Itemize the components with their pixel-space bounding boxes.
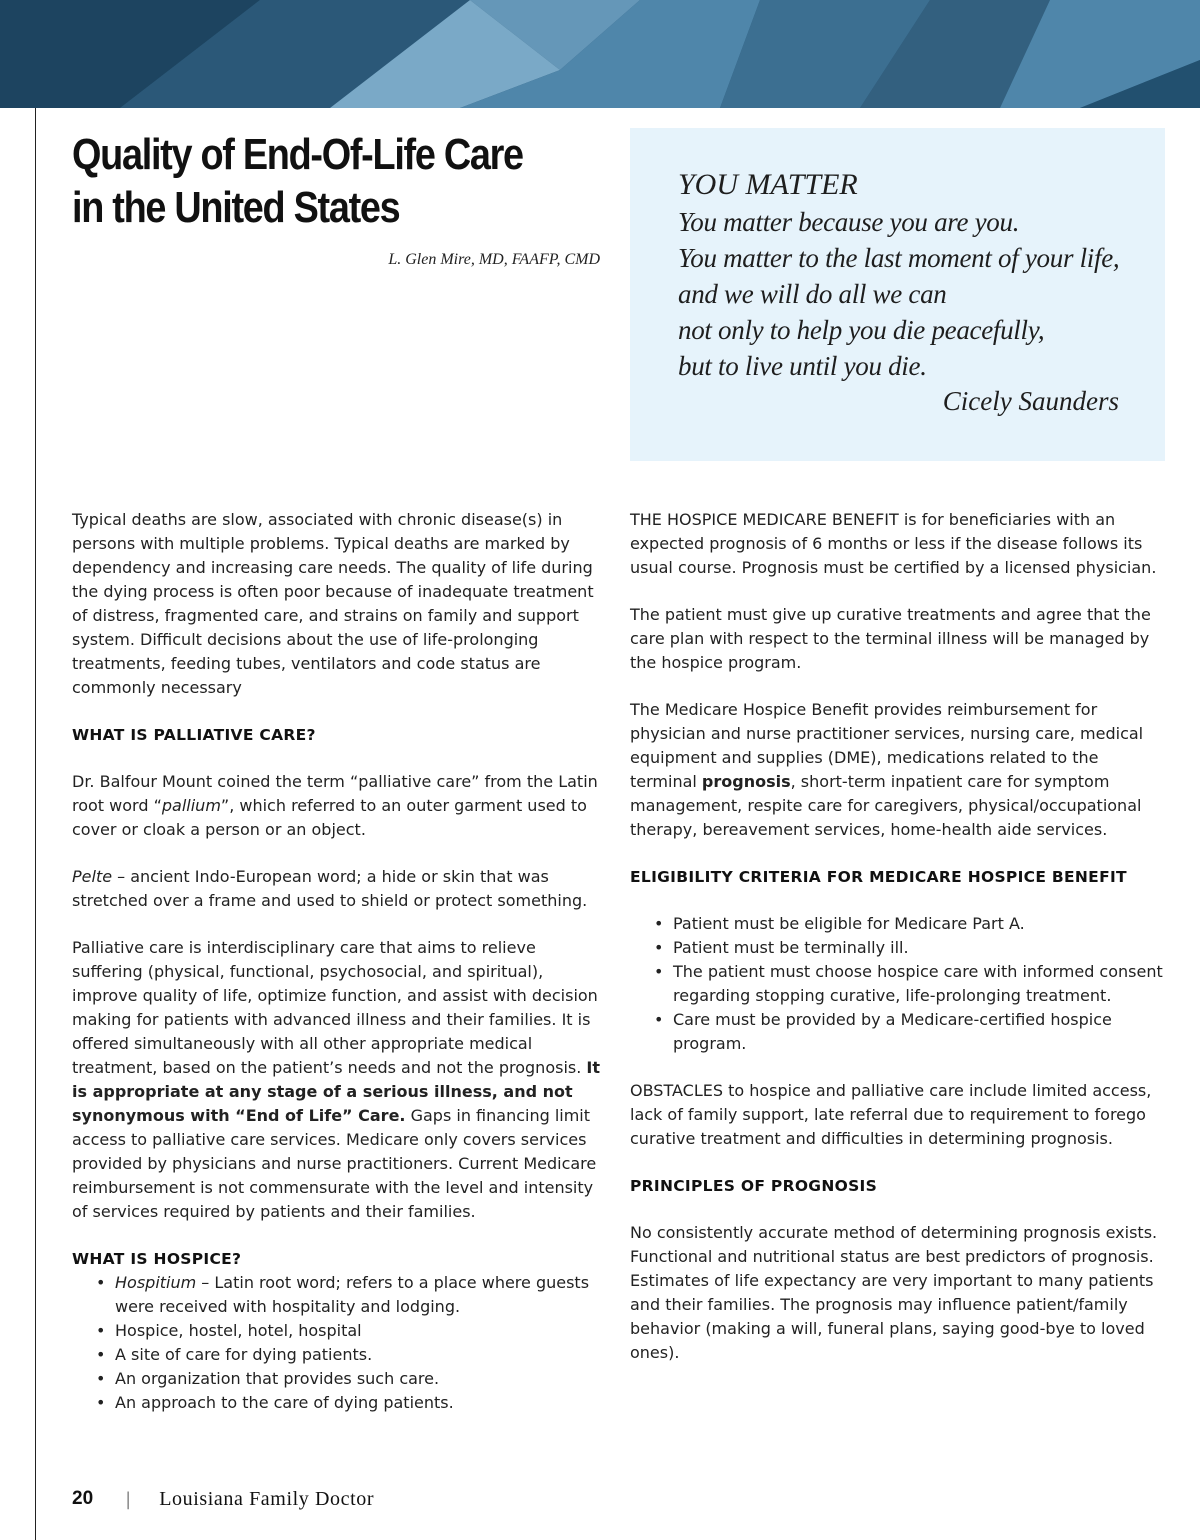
article-title [72, 128, 536, 234]
header-banner [0, 0, 1200, 108]
page-number: 20 [72, 1488, 94, 1509]
bullet-icon: • [96, 1393, 106, 1412]
curative-paragraph: The patient must give up curative treatments and agree that the care plan with respect to the terminal illness will be managed by the hospice program. [630, 605, 1151, 672]
quote-line: You matter because you are you. [678, 207, 1020, 237]
prognosis-paragraph: No consistently accurate method of determining prognosis exists. Functional and nutritional status are best predictors of prognosis. Estimates of life expectancy are very important to many patients and their families. The prognosis may influence patient/family behavior (making a will, funeral plans, saying good-bye to loved ones). [630, 1223, 1158, 1362]
page-footer [72, 1484, 374, 1514]
pelte-paragraph: Pelte – ancient Indo-European word; a hide or skin that was stretched over a frame and used to shield or protect something. [72, 867, 588, 910]
quote-heading: YOU MATTER [678, 168, 858, 201]
bullet-icon: • [96, 1345, 106, 1364]
list-item: • Hospitium – Latin root word; refers to a place where guests were received with hospitality and lodging. [96, 1273, 590, 1316]
list-item: • Care must be provided by a Medicare-certified hospice program. [654, 1010, 1112, 1053]
quote-line: and we will do all we can [678, 279, 947, 309]
intro-paragraph: Typical deaths are slow, associated with chronic disease(s) in persons with multiple problems. Typical deaths are marked by dependency and increasing care needs. The quality of life during the dying process is often poor because of inadequate treatment of distress, fragmented care, and strains on family and support system. Difficult decisions about the use of life-prolonging treatments, feeding tubes, ventilators and code status are commonly necessary [72, 510, 594, 697]
quote-line: but to live until you die. [678, 351, 927, 381]
quote-line: not only to help you die peacefully, [678, 315, 1045, 345]
pallium-word: pallium [161, 796, 221, 815]
quote-attribution: Cicely Saunders [942, 386, 1119, 416]
author-byline: L. Glen Mire, MD, FAAFP, CMD [388, 251, 600, 268]
list-item: • Hospice, hostel, hotel, hospital [115, 1319, 608, 1343]
banner-geometric-pattern [0, 0, 1200, 108]
bullet-icon: • [96, 1273, 106, 1292]
reimbursement-paragraph: The Medicare Hospice Benefit provides reimbursement for physician and nurse practitioner services, nursing care, medical equipment and supplies (DME), medications related to the terminal prognosis, short-term inpatient care for symptom management, respite care for caregivers, physical/occupational therapy, bereavement services, home-health aide services. [630, 700, 1144, 839]
left-margin-rule [35, 108, 36, 1540]
right-column [630, 508, 1166, 1388]
quote-lines [678, 204, 1158, 384]
palliative-care-heading: WHAT IS PALLIATIVE CARE? [72, 726, 316, 744]
hospice-list [72, 1271, 608, 1415]
eligibility-list [630, 912, 1166, 1056]
bullet-icon: • [96, 1321, 106, 1340]
eligibility-heading: ELIGIBILITY CRITERIA FOR MEDICARE HOSPICE BENEFIT [630, 868, 1127, 886]
bullet-icon: • [654, 1010, 664, 1029]
bullet-icon: • [654, 962, 664, 981]
prognosis-heading: PRINCIPLES OF PROGNOSIS [630, 1177, 878, 1195]
list-item: • The patient must choose hospice care with informed consent regarding stopping curative, life-prolonging treatment. [654, 962, 1163, 1005]
title-line-1: Quality of End-Of-Life Care [72, 130, 523, 179]
list-item: • Patient must be terminally ill. [673, 936, 1166, 960]
list-item: • A site of care for dying patients. [115, 1343, 608, 1367]
footer-separator: | [125, 1488, 132, 1510]
hospitium-word: Hospitium [115, 1273, 197, 1292]
bullet-icon: • [654, 938, 664, 957]
list-item: • An approach to the care of dying patients. [115, 1391, 608, 1415]
quote-box [630, 128, 1165, 461]
palliative-paragraph: Palliative care is interdisciplinary care that aims to relieve suffering (physical, functional, psychosocial, and spiritual), improve quality of life, optimize function, and assist with decision making for patients with advanced illness and their families. It is offered simultaneously with all other appropriate medical treatment, based on the patient’s needs and not the prognosis. It is appropriate at any stage of a serious illness, and not synonymous with “End of Life” Care. Gaps in financing limit access to palliative care services. Medicare only covers services provided by physicians and nurse practitioners. Current Medicare reimbursement is not commensurate with the level and intensity of services required by patients and their families. [72, 938, 601, 1221]
pelte-word: Pelte [72, 867, 113, 886]
left-column [72, 508, 608, 1415]
bullet-icon: • [96, 1369, 106, 1388]
medicare-benefit-paragraph: THE HOSPICE MEDICARE BENEFIT is for beneficiaries with an expected prognosis of 6 months or less if the disease follows its usual course. Prognosis must be certified by a licensed physician. [630, 510, 1157, 577]
list-item: • An organization that provides such care. [115, 1367, 608, 1391]
quote-line: You matter to the last moment of your life, [678, 243, 1120, 273]
palliative-emphasis: It is appropriate at any stage of a serious illness, and not synonymous with “End of Life” Care. [72, 1058, 601, 1125]
publication-name: Louisiana Family Doctor [159, 1487, 375, 1510]
mount-paragraph: Dr. Balfour Mount coined the term “palliative care” from the Latin root word “pallium”, which referred to an outer garment used to cover or cloak a person or an object. [72, 772, 598, 839]
title-line-2: in the United States [72, 183, 400, 232]
obstacles-paragraph: OBSTACLES to hospice and palliative care include limited access, lack of family support, late referral due to requirement to forego curative treatment and difficulties in determining prognosis. [630, 1081, 1152, 1148]
bullet-icon: • [654, 914, 664, 933]
list-item: • Patient must be eligible for Medicare Part A. [673, 912, 1166, 936]
hospice-heading: WHAT IS HOSPICE? [72, 1250, 242, 1268]
prognosis-emphasis: prognosis [701, 772, 791, 791]
